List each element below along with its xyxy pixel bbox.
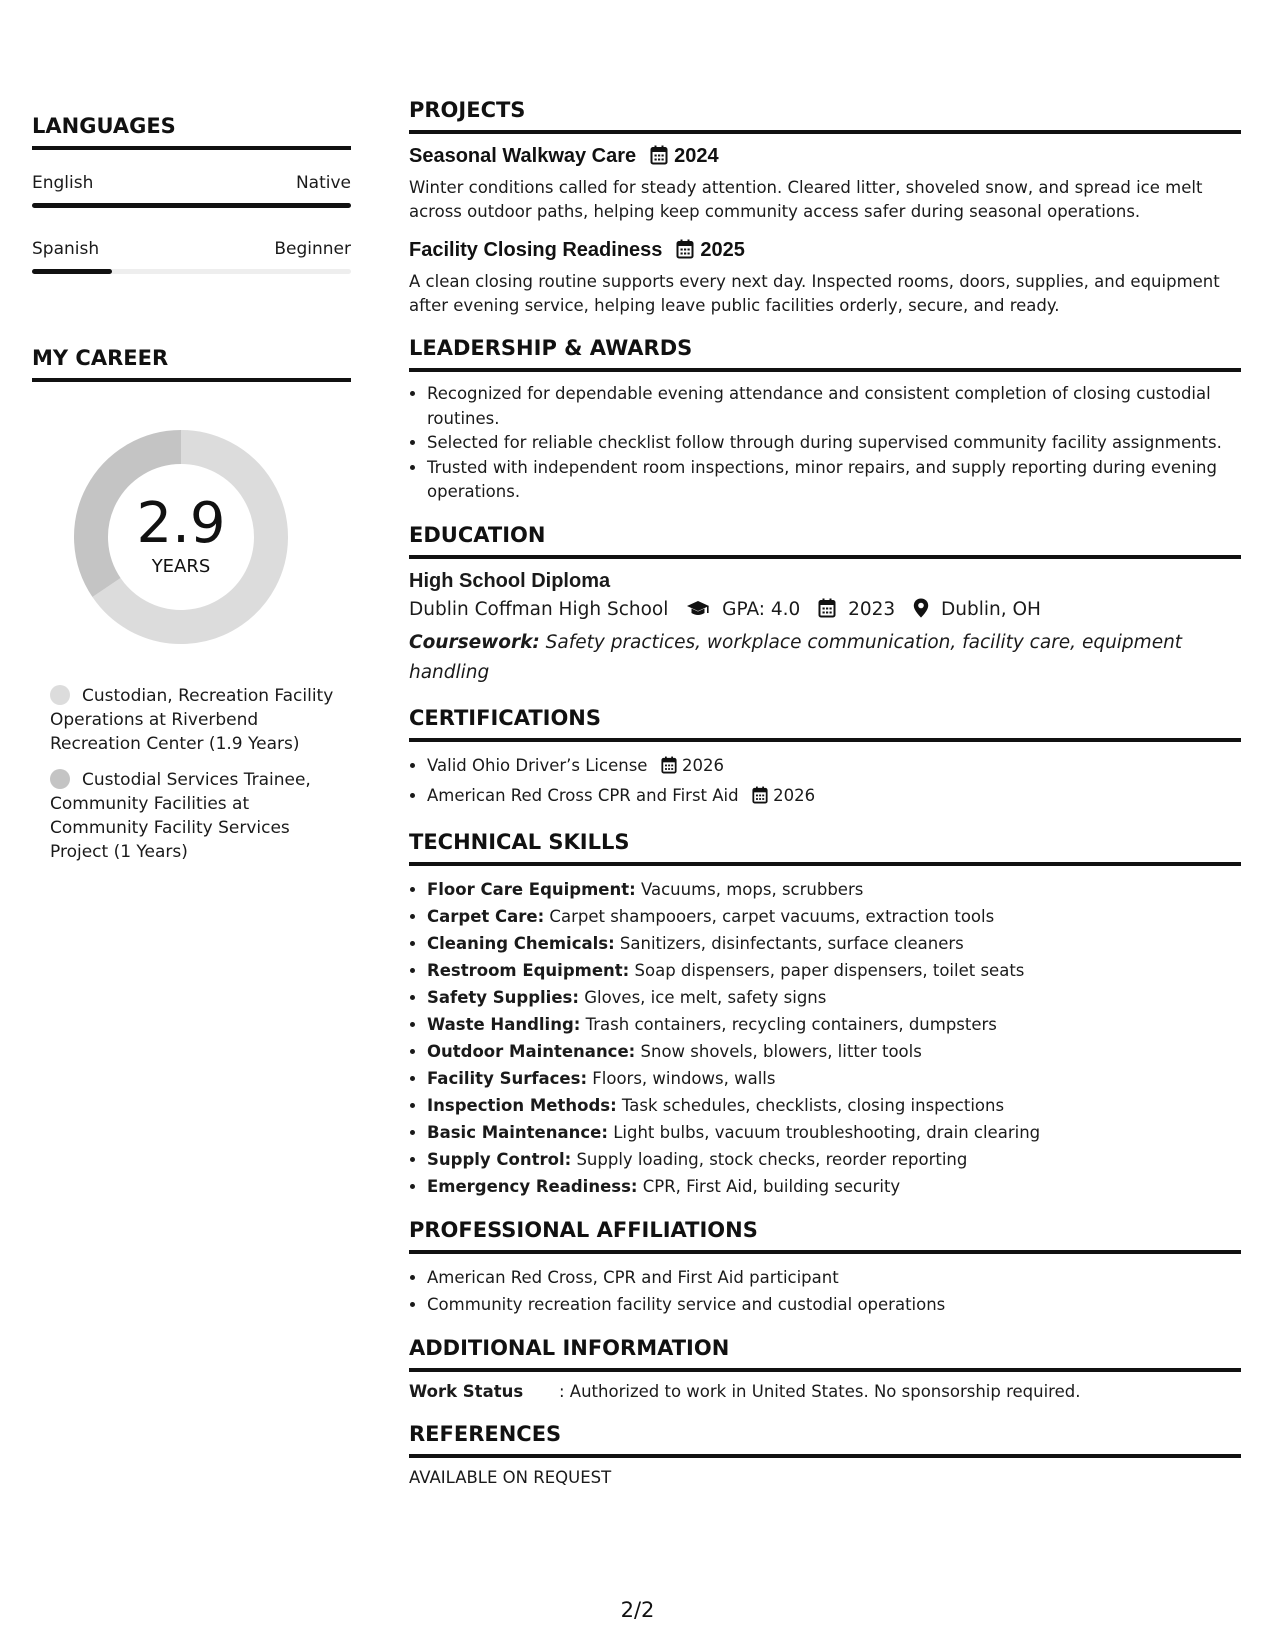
career-total-label: YEARS xyxy=(151,556,211,577)
projects-title: PROJECTS xyxy=(409,96,1241,134)
education-location: Dublin, OH xyxy=(941,598,1041,620)
list-item xyxy=(427,1173,1241,1200)
list-item xyxy=(427,1038,1241,1065)
career-legend-item xyxy=(50,768,351,864)
graduation-cap-icon xyxy=(686,598,710,628)
skill-label: Facility Surfaces: xyxy=(427,1068,588,1088)
skill-value: Carpet shampooers, carpet vacuums, extraction tools xyxy=(544,906,995,926)
calendar-icon xyxy=(818,598,836,628)
leadership-title: LEADERSHIP & AWARDS xyxy=(409,334,1241,372)
skill-value: Floors, windows, walls xyxy=(587,1068,776,1088)
skill-label: Outdoor Maintenance: xyxy=(427,1041,636,1061)
list-item xyxy=(427,782,1241,812)
career-legend-item xyxy=(50,684,351,756)
work-status-label: Work Status xyxy=(409,1381,524,1401)
project-year: 2025 xyxy=(700,239,745,261)
education-degree: High School Diploma xyxy=(409,569,611,592)
leadership-list xyxy=(409,382,1241,505)
skills-title: TECHNICAL SKILLS xyxy=(409,828,1241,866)
list-item: • Recognized for dependable evening attendance and consistent completion of closing custodial routines. xyxy=(427,382,1241,431)
language-name: English xyxy=(32,173,94,193)
language-proficiency-fill xyxy=(32,269,112,274)
education-school: Dublin Coffman High School xyxy=(409,598,669,620)
additional-title: ADDITIONAL INFORMATION xyxy=(409,1334,1241,1372)
list-item: • Trusted with independent room inspections, minor repairs, and supply reporting during evening operations. xyxy=(427,456,1241,505)
education-coursework xyxy=(409,628,1241,688)
list-item: • American Red Cross, CPR and First Aid participant xyxy=(427,1264,1241,1291)
language-level: Beginner xyxy=(274,239,351,259)
project-item xyxy=(409,236,1241,318)
list-item xyxy=(427,1065,1241,1092)
list-item xyxy=(427,752,1241,782)
career-donut-chart xyxy=(66,422,296,652)
page-number: 2/2 xyxy=(620,1598,655,1622)
work-status xyxy=(409,1380,1241,1404)
language-item xyxy=(32,172,351,208)
legend-dot xyxy=(50,769,70,789)
list-item xyxy=(427,1119,1241,1146)
list-item: • Community recreation facility service and custodial operations xyxy=(427,1291,1241,1318)
skill-label: Inspection Methods: xyxy=(427,1095,617,1115)
education-title: EDUCATION xyxy=(409,521,1241,559)
list-item xyxy=(427,1092,1241,1119)
work-status-value: : Authorized to work in United States. No sponsorship required. xyxy=(559,1381,1081,1401)
legend-dot xyxy=(50,685,70,705)
career-legend-text: Custodian, Recreation Facility Operations at Riverbend Recreation Center (1.9 Years) xyxy=(50,686,334,754)
skill-value: Trash containers, recycling containers, dumpsters xyxy=(580,1014,997,1034)
calendar-icon xyxy=(650,145,668,173)
skill-label: Floor Care Equipment: xyxy=(427,879,636,899)
certifications-list xyxy=(409,752,1241,812)
list-item xyxy=(427,984,1241,1011)
education-year: 2023 xyxy=(848,598,896,620)
coursework-text: Safety practices, workplace communication, facility care, equipment handling xyxy=(409,631,1183,683)
list-item xyxy=(427,903,1241,930)
education-gpa: GPA: 4.0 xyxy=(722,598,801,620)
list-item xyxy=(427,957,1241,984)
right-column xyxy=(409,96,1241,1490)
project-item xyxy=(409,142,1241,224)
affiliations-list xyxy=(409,1264,1241,1318)
skills-list xyxy=(409,876,1241,1200)
career-legend-text: Custodial Services Trainee, Community Facilities at Community Facility Services Project (1 Years) xyxy=(50,770,311,862)
skill-label: Cleaning Chemicals: xyxy=(427,933,615,953)
references-text: AVAILABLE ON REQUEST xyxy=(409,1467,612,1487)
career-total-years: 2.9 xyxy=(136,491,226,556)
skill-label: Restroom Equipment: xyxy=(427,960,630,980)
language-proficiency-bar xyxy=(32,203,351,208)
skill-value: CPR, First Aid, building security xyxy=(637,1176,901,1196)
list-item xyxy=(427,876,1241,903)
language-level: Native xyxy=(295,173,351,193)
career-title: MY CAREER xyxy=(32,344,351,382)
education-details xyxy=(409,595,1241,628)
languages-title: LANGUAGES xyxy=(32,112,351,150)
skill-value: Supply loading, stock checks, reorder reporting xyxy=(571,1149,968,1169)
career-legend xyxy=(32,684,351,864)
project-name: Seasonal Walkway Care xyxy=(409,145,637,167)
language-item xyxy=(32,238,351,274)
skill-label: Emergency Readiness: xyxy=(427,1176,638,1196)
skill-label: Basic Maintenance: xyxy=(427,1122,608,1142)
certification-name: Valid Ohio Driver’s License xyxy=(427,755,648,775)
skill-value: Snow shovels, blowers, litter tools xyxy=(635,1041,922,1061)
certifications-title: CERTIFICATIONS xyxy=(409,704,1241,742)
certification-year: 2026 xyxy=(681,755,724,775)
list-item xyxy=(427,930,1241,957)
certification-year: 2026 xyxy=(773,785,816,805)
language-name: Spanish xyxy=(32,239,100,259)
project-description: Winter conditions called for steady attention. Cleared litter, shoveled snow, and spread ice melt across outdoor paths, helping keep community access safer during seasonal operations. xyxy=(409,178,1203,221)
list-item xyxy=(427,1011,1241,1038)
location-pin-icon xyxy=(913,598,929,628)
skill-label: Waste Handling: xyxy=(427,1014,581,1034)
calendar-icon xyxy=(752,785,768,812)
skill-value: Light bulbs, vacuum troubleshooting, drain clearing xyxy=(607,1122,1041,1142)
language-proficiency-bar xyxy=(32,269,351,274)
coursework-label: Coursework: xyxy=(409,631,540,653)
project-description: A clean closing routine supports every next day. Inspected rooms, doors, supplies, and equipment after evening service, helping leave public facilities orderly, secure, and ready. xyxy=(409,272,1220,315)
skill-label: Supply Control: xyxy=(427,1149,572,1169)
skill-value: Task schedules, checklists, closing inspections xyxy=(616,1095,1005,1115)
language-proficiency-fill xyxy=(32,203,351,208)
skill-label: Safety Supplies: xyxy=(427,987,579,1007)
skill-value: Gloves, ice melt, safety signs xyxy=(578,987,827,1007)
references-title: REFERENCES xyxy=(409,1420,1241,1458)
list-item: • Selected for reliable checklist follow through during supervised community facility assignments. xyxy=(427,431,1241,456)
list-item xyxy=(427,1146,1241,1173)
certification-name: American Red Cross CPR and First Aid xyxy=(427,785,739,805)
calendar-icon xyxy=(676,239,694,267)
calendar-icon xyxy=(661,755,677,782)
skill-value: Sanitizers, disinfectants, surface cleaners xyxy=(614,933,964,953)
skill-label: Carpet Care: xyxy=(427,906,545,926)
skill-value: Soap dispensers, paper dispensers, toilet seats xyxy=(629,960,1025,980)
project-name: Facility Closing Readiness xyxy=(409,239,663,261)
project-year: 2024 xyxy=(674,145,719,167)
affiliations-title: PROFESSIONAL AFFILIATIONS xyxy=(409,1216,1241,1254)
left-column xyxy=(32,112,351,876)
skill-value: Vacuums, mops, scrubbers xyxy=(635,879,864,899)
